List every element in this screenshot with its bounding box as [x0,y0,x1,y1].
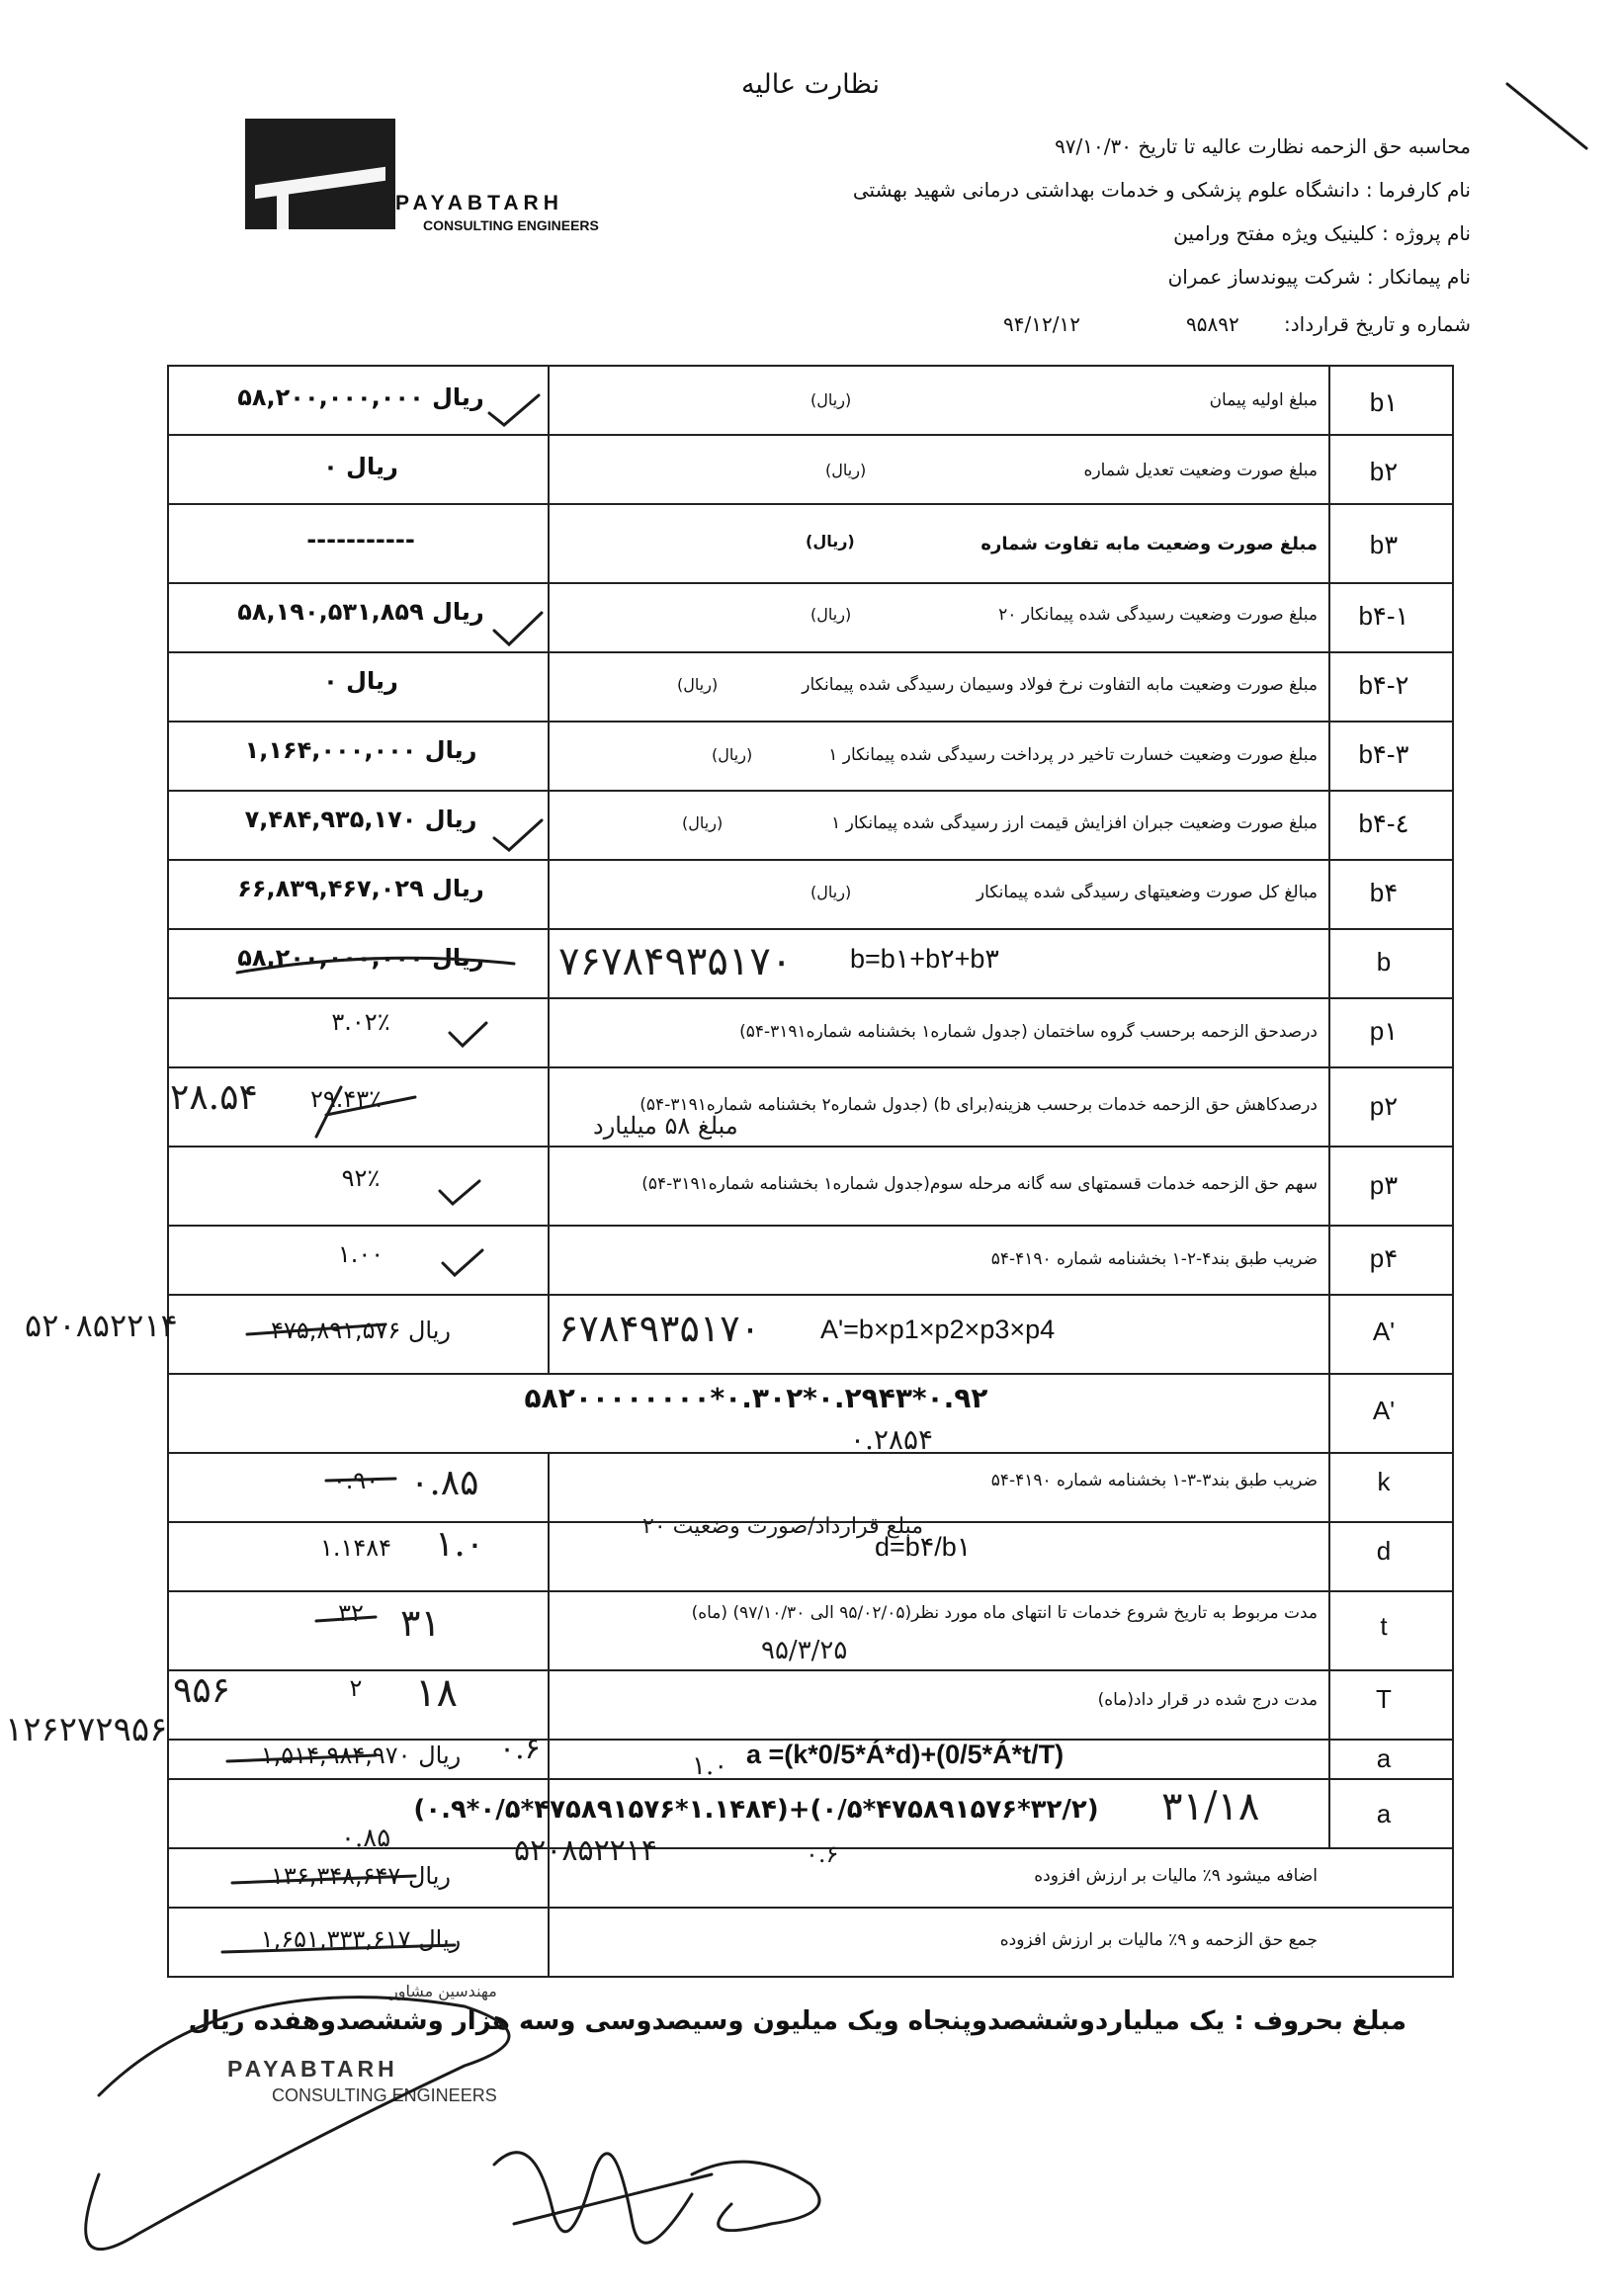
row-amount: ۳۲ [338,1599,364,1627]
row-amount: ریال ۵۸,۲۰۰,۰۰۰,۰۰۰ [237,944,484,972]
contract-line: شماره و تاریخ قرارداد: [1284,312,1471,336]
row-amount: ریال ۱,۵۱۴,۹۸۴,۹۷۰ [260,1742,462,1769]
row-description: مبلغ صورت وضعیت جبران افزایش قیمت ارز رسیدگی شده پیمانکار ۱ [831,813,1318,833]
row-code: d [1376,1536,1392,1566]
row-description: درصدکاهش حق الزحمه خدمات برحسب هزینه(برای b) (جدول شماره۲ بخشنامه شماره۳۱۹۱-۵۴) [639,1095,1318,1115]
row-code: b [1376,947,1392,977]
company-logo [237,119,652,257]
client-line: نام کارفرما : دانشگاه علوم پزشکی و خدمات بهداشتی درمانی شهید بهشتی [852,178,1471,202]
row-description: مبلغ اولیه پیمان [1209,390,1318,410]
project-line: نام پروژه : کلینیک ویژه مفتح ورامین [1173,221,1471,245]
corner-scratch [1507,84,1586,148]
row-description: مبلغ صورت وضعیت مابه تفاوت شماره [980,534,1318,554]
row-unit: (ریال) [810,883,852,901]
handwritten-aprime-margin: ۵۲۰۸۵۲۲۱۴ [25,1307,178,1344]
handwritten-k-new: ۰.۸۵ [410,1463,479,1503]
row-expression: (۰.۹*۰/۵*۴۷۵۸۹۱۵۷۶*۱.۱۴۸۴)+(۰/۵*۴۷۵۸۹۱۵۷۶*۳۲/۲) [413,1795,1099,1825]
row-code: p۴ [1369,1243,1399,1273]
row-code: t [1380,1611,1388,1641]
contract-date: ۹۴/۱۲/۱۲ [1003,312,1080,336]
handwritten-a-amount-note: ۰.۶ [499,1732,541,1766]
contract-number: ۹۵۸۹۲ [1186,312,1239,336]
handwritten-d-note: مبلغ قرارداد/صورت وضعیت ۲۰ [642,1514,924,1539]
row-code: k [1377,1467,1391,1496]
row-amount: ریال ۶۶,۸۳۹,۴۶۷,۰۲۹ [237,875,484,902]
vat-description: اضافه میشود ۹٪ مالیات بر ارزش افزوده [1034,1866,1318,1886]
row-amount: ریال ۱,۱۶۴,۰۰۰,۰۰۰ [244,736,477,764]
handwritten-a-figure: ۵۲۰۸۵۲۲۱۴ [514,1833,658,1868]
row-amount: ریال ۷,۴۸۴,۹۳۵,۱۷۰ [244,806,477,833]
row-unit: (ریال) [825,461,867,479]
row-code: b۴ [1369,878,1399,907]
row-unit: (ریال) [810,605,852,624]
row-amount: ۲ [349,1674,363,1702]
logo-mark [245,119,395,229]
row-code: A' [1372,1396,1396,1425]
row-code: b۳ [1369,530,1399,559]
row-amount: ----------- [306,526,415,553]
row-expression: ۵۸۲۰۰۰۰۰۰۰۰*۰.۳۰۲*۰.۲۹۴۳*۰.۹۲ [524,1382,988,1414]
row-amount: ۱.۱۴۸۴ [319,1534,392,1562]
row-amount: ۰.۹۰ [332,1467,380,1494]
company-subtitle: CONSULTING ENGINEERS [423,217,599,233]
row-code: b۴-۱ [1358,601,1409,631]
row-code: p۲ [1369,1091,1399,1121]
row-formula: d=b۴/b۱ [875,1532,972,1562]
row-amount: ریال ۰ [323,453,398,480]
row-description: مبلغ صورت وضعیت تعدیل شماره [1083,461,1318,480]
row-code: b۴-۲ [1358,670,1409,700]
row-formula: b=b۱+b۲+b۳ [850,944,999,974]
handwritten-d-new: ۱.۰ [435,1524,485,1565]
row-code: p۱ [1369,1016,1399,1046]
row-code: T [1376,1684,1392,1714]
handwritten-p2-new: ۲۸.۵۴ [170,1077,258,1118]
row-amount: ریال ۰ [323,667,398,695]
row-amount: ۳.۰۲٪ [331,1008,390,1036]
row-description: ضریب طبق بند۳-۳-۱ بخشنامه شماره ۴۱۹۰-۵۴ [990,1471,1318,1490]
handwritten-a-formula-note: ۱.۰ [692,1751,728,1781]
total-amount: ریال ۱,۶۵۱,۳۳۳,۶۱۷ [260,1925,462,1953]
row-unit: (ریال) [806,532,855,551]
contractor-line: نام پیمانکار : شرکت پیوندساز عمران [1167,265,1471,289]
row-amount: ریال ۵۸,۱۹۰,۵۳۱,۸۵۹ [237,598,484,626]
row-description: ضریب طبق بند۴-۲-۱ بخشنامه شماره ۴۱۹۰-۵۴ [990,1249,1318,1269]
stamp-company-name: PAYABTARH [227,2056,398,2082]
row-amount: ۹۲٪ [341,1164,381,1192]
signature-stroke [514,2174,712,2224]
row-code: b۱ [1369,387,1399,417]
handwritten-a-ratio: ۳۱/۱۸ [1161,1784,1260,1829]
signature-stroke [692,2162,819,2231]
handwritten-t-new: ۳۱ [400,1601,441,1645]
row-code: a [1376,1799,1392,1828]
handwritten-p2-inline: ۰.۲۸۵۴ [850,1423,934,1456]
row-code: b۴-٤ [1358,808,1409,838]
row-description: مدت درج شده در قرار داد(ماه) [1097,1690,1318,1710]
row-description: سهم حق الزحمه خدمات قسمتهای سه گانه مرحله سوم(جدول شماره۱ بخشنامه شماره۳۱۹۱-۵۴) [641,1174,1318,1194]
company-stamp [227,2056,583,2135]
row-amount: ریال ۴۷۵,۸۹۱,۵۷۶ [271,1317,451,1344]
handwritten-T-margin: ۹۵۶ [173,1670,231,1711]
handwritten-T-new: ۱۸ [415,1670,458,1716]
total-description: جمع حق الزحمه و ۹٪ مالیات بر ارزش افزوده [999,1930,1318,1950]
row-code: A' [1372,1317,1396,1346]
row-unit: (ریال) [810,390,852,409]
row-amount: ۲۹.۴۳٪ [309,1085,383,1113]
row-code: p۳ [1369,1170,1399,1200]
vat-amount: ریال ۱۳۶,۳۴۸,۶۴۷ [271,1862,451,1890]
row-formula: A'=b×p1×p2×p3×p4 [820,1315,1056,1344]
stamp-engineers-text: مهندسین مشاور [390,1982,497,2000]
stamp-company-subtitle: CONSULTING ENGINEERS [272,2085,497,2105]
row-formula: a =(k*0/5*Á*d)+(0/5*Á*t/T) [746,1740,1065,1769]
row-description: مبلغ صورت وضعیت خسارت تاخیر در پرداخت رسیدگی شده پیمانکار ۱ [828,745,1318,765]
row-amount: ۱.۰۰ [337,1240,384,1268]
row-code: b۲ [1369,457,1399,486]
row-description: مبلغ صورت وضعیت مابه التفاوت نرخ فولاد وسیمان رسیدگی شده پیمانکار [802,675,1318,695]
handwritten-a-factor2: ۰.۶ [806,1840,839,1868]
row-description: مدت مربوط به تاریخ شروع خدمات تا انتهای ماه مورد نظر(۹۵/۰۲/۰۵ الی ۹۷/۱۰/۳۰) (ماه) [691,1603,1318,1623]
amount-in-words: مبلغ بحروف : یک میلیاردوششصدوپنجاه ویک میلیون وسیصدوسی وسه هزار وششصدوهفده ریال [188,2006,1406,2036]
row-unit: (ریال) [712,745,753,764]
handwritten-aprime-new: ۶۷۸۴۹۳۵۱۷۰ [558,1307,761,1350]
row-unit: (ریال) [682,813,724,832]
row-unit: (ریال) [677,675,719,694]
handwritten-b-total: ۷۶۷۸۴۹۳۵۱۷۰ [558,939,793,984]
page-title: نظارت عالیه [740,69,881,100]
calculation-heading: محاسبه حق الزحمه نظارت عالیه تا تاریخ ۹۷/۱۰/۳۰ [1055,134,1471,158]
handwritten-t-date: ۹۵/۳/۲۵ [761,1636,848,1665]
company-name: PAYABTARH [395,192,563,214]
row-description: مبالغ کل صورت وضعیتهای رسیدگی شده پیمانکار [976,883,1318,902]
handwritten-a-factor1: ۰.۸۵ [341,1824,391,1853]
handwritten-p2-note: مبلغ ۵۸ میلیارد [593,1112,738,1140]
signature-stroke [494,2153,692,2244]
row-description: درصدحق الزحمه برحسب گروه ساختمان (جدول شماره۱ بخشنامه شماره۳۱۹۱-۵۴) [739,1022,1318,1042]
row-code: a [1376,1743,1392,1773]
row-amount: ریال ۵۸,۲۰۰,۰۰۰,۰۰۰ [237,383,484,411]
row-code: b۴-۳ [1358,739,1409,769]
handwritten-left-margin: ۱۲۶۲۷۲۹۵۶ [5,1710,168,1749]
row-description: مبلغ صورت وضعیت رسیدگی شده پیمانکار ۲۰ [998,605,1318,625]
